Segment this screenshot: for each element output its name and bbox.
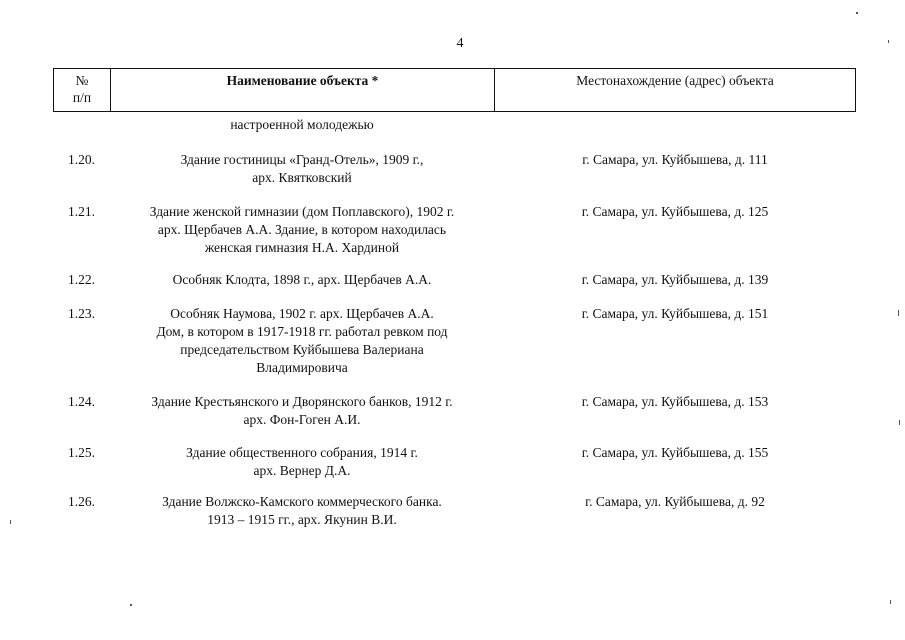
object-name [110,151,494,187]
object-address: г. Самара, ул. Куйбышева, д. 111 [582,152,768,167]
scan-speck [899,420,900,425]
header-number-symbol: № [75,73,89,88]
object-name [110,493,494,529]
object-name-line: Особняк Клодта, 1898 г., арх. Щербачев А.А. [172,272,432,287]
object-name-line: Здание гостиницы «Гранд-Отель», 1909 г., [180,152,424,167]
row-number: 1.26. [68,494,95,509]
object-name-line: арх. Фон-Гоген А.И. [243,412,361,427]
row-number: 1.21. [68,204,95,219]
object-name-line: Дом, в котором в 1917-1918 гг. работал ревком под [156,324,448,339]
row-number: 1.24. [68,394,95,409]
object-address: г. Самара, ул. Куйбышева, д. 92 [585,494,765,509]
object-name-line: Особняк Наумова, 1902 г. арх. Щербачев А.А. [170,306,434,321]
object-address: г. Самара, ул. Куйбышева, д. 139 [581,272,769,287]
object-name [110,203,494,257]
object-name [110,305,494,377]
scan-speck [890,600,891,604]
header-object-name: Наименование объекта * [111,69,495,111]
object-address: г. Самара, ул. Куйбышева, д. 125 [581,204,769,219]
object-name-line: председательством Куйбышева Валериана [180,342,424,357]
row-number: 1.20. [68,152,95,167]
continuation-text: настроенной молодежью [230,117,374,132]
scan-speck [898,310,899,316]
row-number: 1.23. [68,306,95,321]
object-name-line: Владимировича [256,360,348,375]
object-address: г. Самара, ул. Куйбышева, д. 151 [581,306,769,321]
header-number-abbr: п/п [72,90,92,105]
object-name-line: Здание Крестьянского и Дворянского банков, 1912 г. [151,394,453,409]
row-number: 1.22. [68,272,95,287]
scan-speck [856,12,858,14]
scan-speck [130,604,132,606]
row-number: 1.25. [68,445,95,460]
header-object-location: Местонахождение (адрес) объекта [576,73,774,88]
object-name-line: Здание общественного собрания, 1914 г. [186,445,418,460]
table-header [53,68,856,112]
object-address: г. Самара, ул. Куйбышева, д. 155 [581,445,769,460]
scan-speck [888,40,889,43]
object-name-line: арх. Квятковский [252,170,352,185]
page-number: 4 [456,36,464,51]
object-name-line: женская гимназия Н.А. Хардиной [204,240,400,255]
object-name [110,271,494,289]
object-name-line: Здание женской гимназии (дом Поплавского), 1902 г. [149,204,455,219]
scan-speck [10,520,11,524]
object-address: г. Самара, ул. Куйбышева, д. 153 [581,394,769,409]
object-name [110,393,494,429]
object-name-line: 1913 – 1915 гг., арх. Якунин В.И. [207,512,397,527]
header-number-cell [54,69,111,111]
object-name-line: арх. Вернер Д.А. [253,463,351,478]
object-name [110,444,494,480]
object-name-line: Здание Волжско-Камского коммерческого банка. [162,494,442,509]
object-name-line: арх. Щербачев А.А. Здание, в котором находилась [157,222,447,237]
